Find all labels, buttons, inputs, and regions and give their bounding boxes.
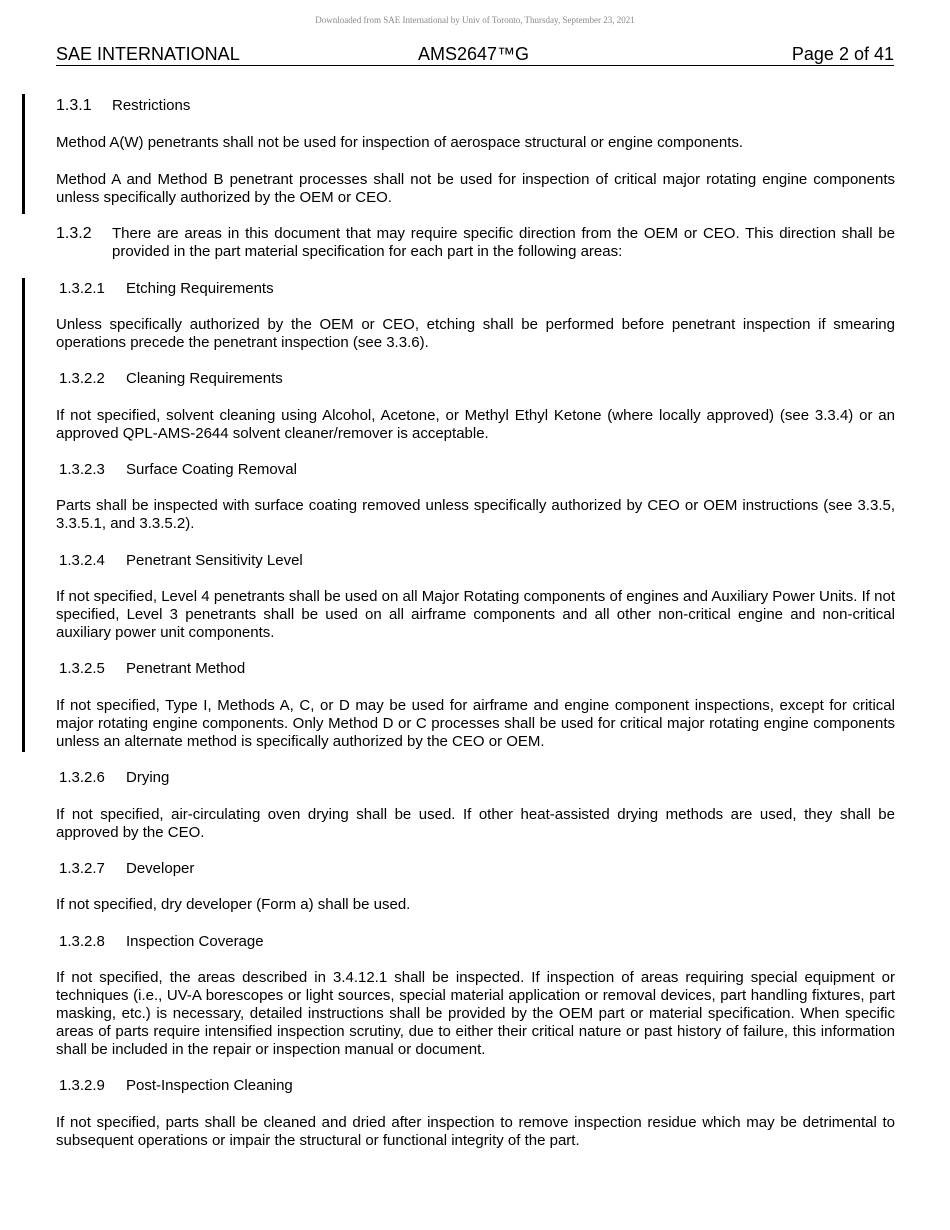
subsection-title: Penetrant Sensitivity Level bbox=[126, 552, 303, 569]
subsection-number: 1.3.2.1 bbox=[59, 280, 105, 297]
section-title: Restrictions bbox=[112, 97, 191, 114]
subsection-title: Post-Inspection Cleaning bbox=[126, 1077, 293, 1094]
paragraph: If not specified, Level 4 penetrants shall be used on all Major Rotating components of engines and Auxiliary Power Units. If not specified, Level 3 penetrants shall be used on all airframe components and all other non-critical engine and non-critical auxiliary power unit components. bbox=[56, 588, 895, 641]
subsection-number: 1.3.2.4 bbox=[59, 552, 105, 569]
paragraph: If not specified, parts shall be cleaned and dried after inspection to remove inspection residue which may be detrimental to subsequent operations or impair the structural or functional integrity of the part. bbox=[56, 1114, 895, 1149]
paragraph: Method A(W) penetrants shall not be used for inspection of aerospace structural or engine components. bbox=[56, 134, 744, 151]
subsection-number: 1.3.2.9 bbox=[59, 1077, 105, 1094]
subsection-number: 1.3.2.3 bbox=[59, 461, 105, 478]
paragraph: Parts shall be inspected with surface coating removed unless specifically authorized by CEO or OEM instructions (see 3.3.5, 3.3.5.1, and 3.3.5.2). bbox=[56, 497, 895, 532]
subsection-number: 1.3.2.2 bbox=[59, 370, 105, 387]
paragraph: If not specified, air-circulating oven drying shall be used. If other heat-assisted drying methods are used, they shall be approved by the CEO. bbox=[56, 806, 895, 841]
paragraph: If not specified, solvent cleaning using Alcohol, Acetone, or Methyl Ethyl Ketone (where locally approved) (see 3.3.4) or an approved QPL-AMS-2644 solvent cleaner/remover is acceptable. bbox=[56, 407, 895, 442]
subsection-number: 1.3.2.6 bbox=[59, 769, 105, 786]
section-text: There are areas in this document that may require specific direction from the OEM or CEO. This direction shall be provided in the part material specification for each part in the following areas: bbox=[112, 225, 895, 260]
paragraph: If not specified, dry developer (Form a) shall be used. bbox=[56, 896, 411, 913]
change-bar bbox=[22, 94, 25, 214]
subsection-title: Inspection Coverage bbox=[126, 933, 264, 950]
publisher-name: SAE INTERNATIONAL bbox=[56, 44, 240, 64]
paragraph: Method A and Method B penetrant processes shall not be used for inspection of critical major rotating engine components unless specifically authorized by the OEM or CEO. bbox=[56, 171, 895, 206]
paragraph: If not specified, the areas described in 3.4.12.1 shall be inspected. If inspection of areas requiring special equipment or techniques (i.e., UV-A borescopes or light sources, special material application or removal devices, part handling fixtures, part masking, etc.) is necessary, detailed instructions shall be provided by the OEM part or material specification. When specific areas of parts require intensified inspection scrutiny, due to either their critical nature or past history of failure, this information shall be included in the repair or inspection manual or document. bbox=[56, 969, 895, 1058]
section-heading bbox=[56, 97, 895, 115]
subsection-title: Cleaning Requirements bbox=[126, 370, 283, 387]
subsection-title: Developer bbox=[126, 860, 195, 877]
subsection-number: 1.3.2.8 bbox=[59, 933, 105, 950]
subsection-title: Surface Coating Removal bbox=[126, 461, 297, 478]
page-number: Page 2 of 41 bbox=[791, 44, 894, 64]
subsection-number: 1.3.2.7 bbox=[59, 860, 105, 877]
download-watermark: Downloaded from SAE International by Univ of Toronto, Thursday, September 23, 2021 bbox=[315, 15, 635, 25]
change-bar bbox=[22, 278, 25, 752]
subsection-title: Etching Requirements bbox=[126, 280, 274, 297]
document-number: AMS2647™G bbox=[418, 44, 530, 64]
paragraph: Unless specifically authorized by the OEM or CEO, etching shall be performed before penetrant inspection if smearing operations precede the penetrant inspection (see 3.3.6). bbox=[56, 316, 895, 351]
section-number: 1.3.1 bbox=[56, 97, 92, 114]
section-1-3-2 bbox=[56, 225, 895, 261]
subsection-title: Drying bbox=[126, 769, 170, 786]
subsection-title: Penetrant Method bbox=[126, 660, 246, 677]
page-header bbox=[56, 43, 894, 66]
section-number: 1.3.2 bbox=[56, 225, 92, 242]
paragraph: If not specified, Type I, Methods A, C, or D may be used for airframe and engine component inspections, except for critical major rotating engine components. Only Method D or C processes shall be used for critical major rotating engine components unless an alternate method is specifically authorized by the CEO or OEM. bbox=[56, 697, 895, 750]
subsection-number: 1.3.2.5 bbox=[59, 660, 105, 677]
